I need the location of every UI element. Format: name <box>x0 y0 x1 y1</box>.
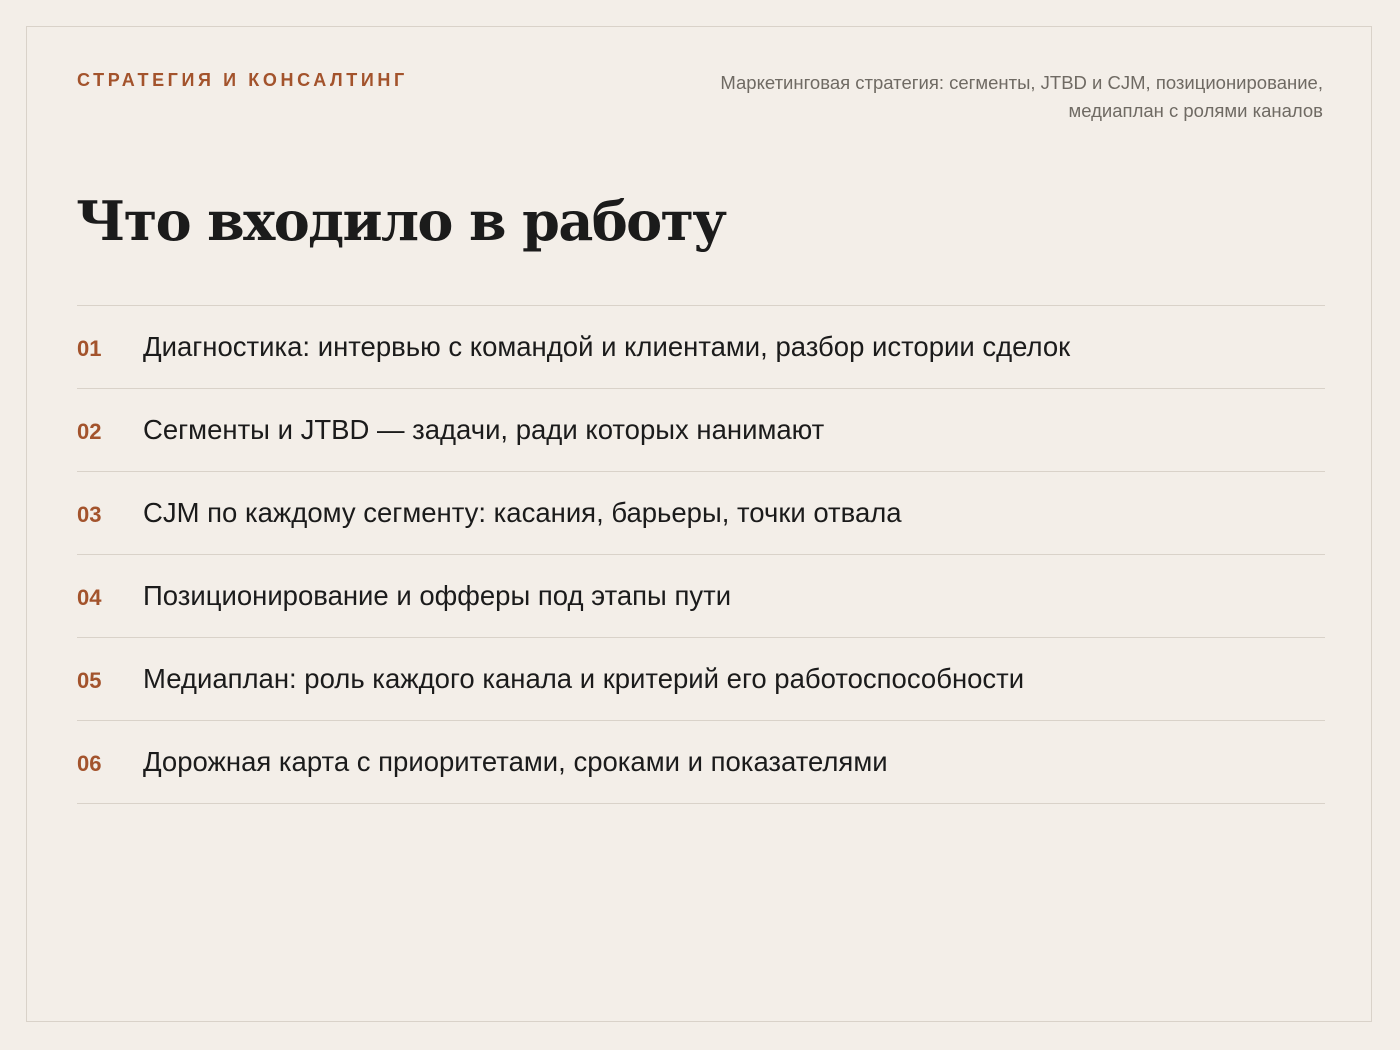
slide-subtitle <box>720 69 1323 125</box>
item-number: 05 <box>77 668 102 693</box>
item-text: Дорожная карта с приоритетами, сроками и показателями <box>143 746 888 777</box>
item-text: Позиционирование и офферы под этапы пути <box>143 580 732 611</box>
item-text: Сегменты и JTBD — задачи, ради которых нанимают <box>143 414 825 445</box>
page-title: Что входило в работу <box>76 189 726 253</box>
item-number: 01 <box>77 336 102 361</box>
item-text: Медиаплан: роль каждого канала и критерий его работоспособности <box>143 663 1025 694</box>
item-number: 02 <box>77 419 102 444</box>
item-text: Диагностика: интервью с командой и клиентами, разбор истории сделок <box>143 331 1071 362</box>
item-number: 03 <box>77 502 102 527</box>
list-item <box>77 306 1325 389</box>
subtitle-line: медиаплан с ролями каналов <box>1068 100 1323 121</box>
list-item <box>77 721 1325 804</box>
item-number: 04 <box>77 585 102 610</box>
list-item <box>77 638 1325 721</box>
slide-header <box>77 67 1323 125</box>
list-item <box>77 472 1325 555</box>
eyebrow-label: СТРАТЕГИЯ И КОНСАЛТИНГ <box>77 70 408 90</box>
subtitle-line: Маркетинговая стратегия: сегменты, JTBD и CJM, позиционирование, <box>720 72 1323 93</box>
item-number: 06 <box>77 751 102 776</box>
work-items-list <box>77 305 1325 804</box>
slide <box>26 26 1372 1022</box>
list-item <box>77 555 1325 638</box>
list-item <box>77 389 1325 472</box>
item-text: CJM по каждому сегменту: касания, барьеры, точки отвала <box>143 497 902 528</box>
